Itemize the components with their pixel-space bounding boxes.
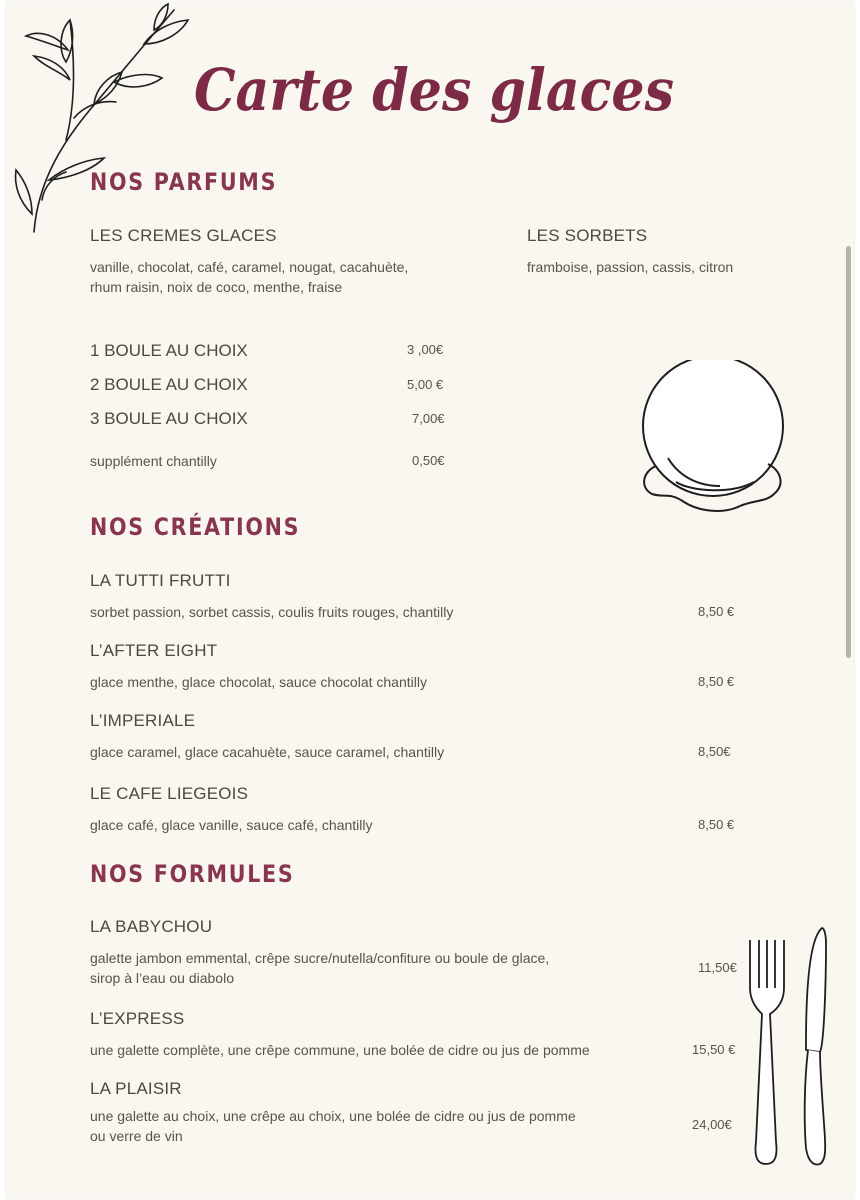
size-price: 5,00 €	[407, 377, 444, 392]
formule-name: LA PLAISIR	[90, 1079, 182, 1098]
creation-desc: glace café, glace vanille, sauce café, chantilly	[90, 817, 373, 833]
page-title	[192, 38, 712, 148]
formule-name: LA BABYCHOU	[90, 917, 213, 936]
sorbets-flavors: framboise, passion, cassis, citron	[527, 259, 734, 275]
formule-price: 15,50 €	[692, 1042, 736, 1057]
cremes-glaces-title: LES CREMES GLACES	[90, 226, 277, 245]
supplement-label: supplément chantilly	[90, 453, 217, 469]
scrollbar[interactable]	[846, 246, 851, 658]
formule-desc-line1: galette jambon emmental, crêpe sucre/nutella/confiture ou boule de glace,	[90, 950, 550, 966]
creation-price: 8,50 €	[698, 674, 735, 689]
sorbets-title: LES SORBETS	[527, 226, 648, 245]
cremes-flavors-line1: vanille, chocolat, café, caramel, nougat, cacahuète,	[90, 259, 409, 275]
creation-desc: glace caramel, glace cacahuète, sauce caramel, chantilly	[90, 744, 445, 760]
fork-icon	[744, 936, 790, 1168]
creation-price: 8,50 €	[698, 604, 735, 619]
formule-name: L’EXPRESS	[90, 1009, 185, 1028]
section-heading-formules: NOS FORMULES	[90, 860, 295, 888]
creation-desc: glace menthe, glace chocolat, sauce chocolat chantilly	[90, 674, 427, 690]
formule-desc-line1: une galette au choix, une crêpe au choix, une bolée de cidre ou jus de pomme	[90, 1108, 576, 1124]
size-price: 3 ,00€	[407, 342, 444, 357]
creation-name: LA TUTTI FRUTTI	[90, 571, 231, 590]
creation-price: 8,50 €	[698, 817, 735, 832]
knife-icon	[800, 924, 836, 1168]
ice-cream-scoop-icon	[640, 360, 790, 520]
size-label: 1 BOULE AU CHOIX	[90, 341, 248, 360]
creation-desc: sorbet passion, sorbet cassis, coulis fruits rouges, chantilly	[90, 604, 454, 620]
creation-name: L’AFTER EIGHT	[90, 641, 218, 660]
creation-price: 8,50€	[698, 744, 731, 759]
size-label: 3 BOULE AU CHOIX	[90, 409, 248, 428]
svg-text:Carte des glaces: Carte des glaces	[194, 56, 674, 124]
section-heading-parfums: NOS PARFUMS	[90, 168, 278, 196]
formule-desc-line2: ou verre de vin	[90, 1128, 183, 1144]
creation-name: LE CAFE LIEGEOIS	[90, 784, 249, 803]
creation-name: L’IMPERIALE	[90, 711, 196, 730]
section-heading-creations: NOS CRÉATIONS	[90, 513, 301, 541]
formule-desc-line1: une galette complète, une crêpe commune, une bolée de cidre ou jus de pomme	[90, 1042, 590, 1058]
formule-price: 24,00€	[692, 1117, 732, 1132]
leaf-branch-icon	[4, 0, 204, 240]
size-price: 7,00€	[412, 411, 445, 426]
formule-desc-line2: sirop à l’eau ou diabolo	[90, 970, 234, 986]
size-label: 2 BOULE AU CHOIX	[90, 375, 248, 394]
cremes-flavors-line2: rhum raisin, noix de coco, menthe, fraise	[90, 279, 343, 295]
supplement-price: 0,50€	[412, 453, 445, 468]
formule-price: 11,50€	[698, 960, 737, 975]
